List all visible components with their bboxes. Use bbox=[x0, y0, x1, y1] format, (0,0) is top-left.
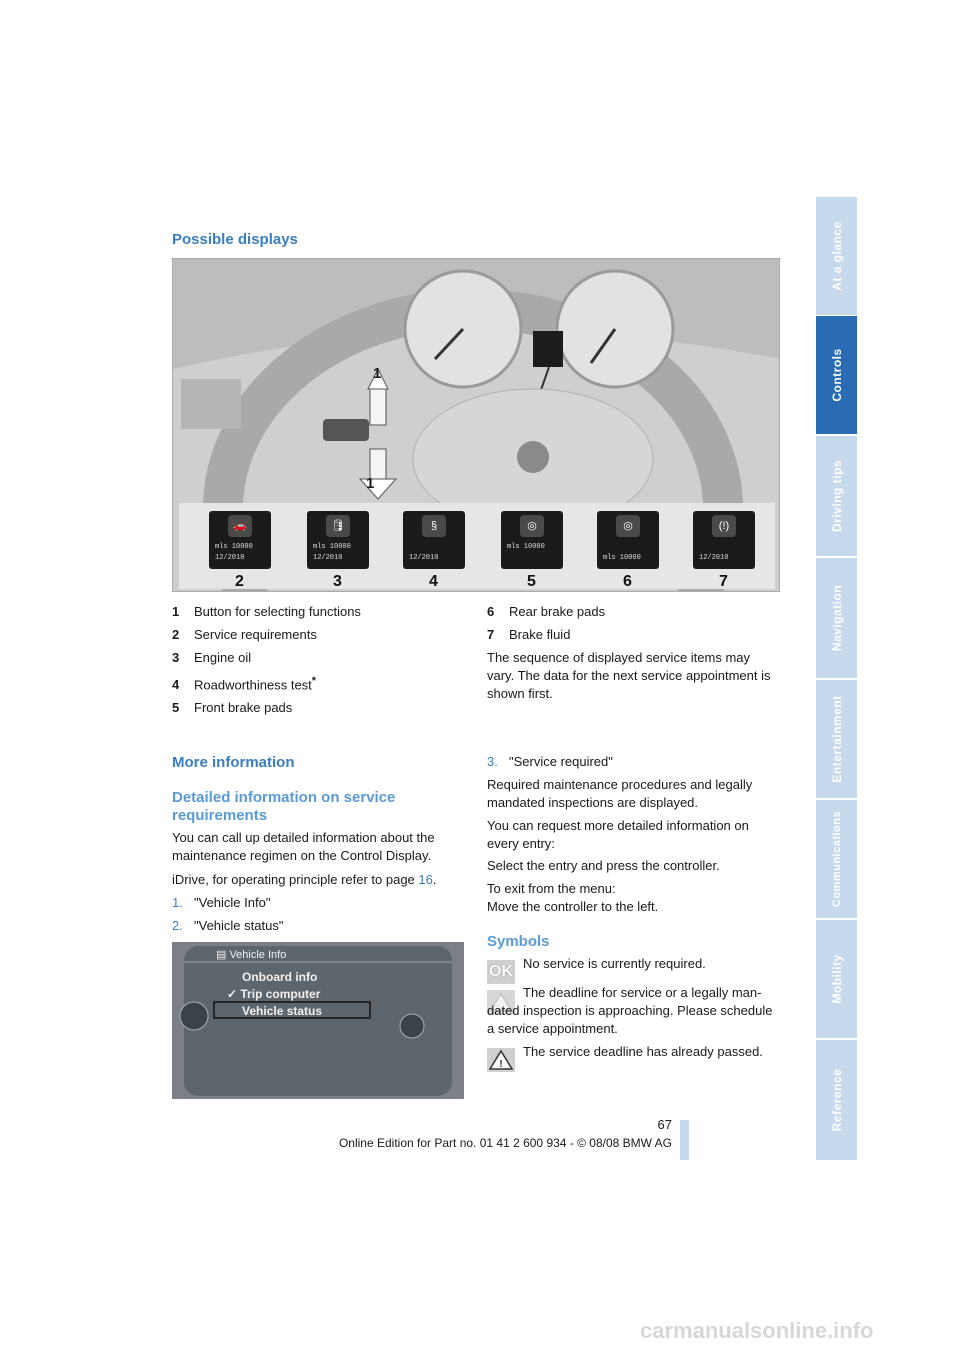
watermark: carmanualsonline.info bbox=[640, 1318, 874, 1343]
legend-item: 3 Engine oil bbox=[172, 650, 252, 665]
legend-item: 4 Roadworthiness test* bbox=[172, 675, 316, 693]
display-panel-service: 🚗 mls 10000 12/2010 bbox=[209, 511, 271, 569]
list-item: 2. "Vehicle status" bbox=[172, 918, 284, 933]
menu-icon: ▤ bbox=[216, 949, 230, 961]
control-display-figure bbox=[172, 942, 464, 1099]
callout-1-bottom: 1 bbox=[366, 475, 375, 492]
tab-driving-tips[interactable]: Driving tips bbox=[816, 436, 857, 556]
tab-communications[interactable]: Communications bbox=[816, 800, 857, 918]
display-panel-brake-fluid: (!) 12/2010 bbox=[693, 511, 755, 569]
ok-icon: OK bbox=[487, 960, 515, 984]
step-list bbox=[172, 894, 464, 935]
svg-text:!: ! bbox=[499, 1059, 503, 1070]
legend-item: 1 Button for selecting functions bbox=[172, 604, 361, 619]
tab-at-a-glance[interactable]: At a glance bbox=[816, 197, 857, 315]
legend-item: 6 Rear brake pads bbox=[487, 604, 606, 619]
para-select-entry: Select the entry and press the controller. bbox=[487, 858, 720, 873]
front-brake-icon: ◎ bbox=[520, 515, 544, 537]
page-link[interactable]: 16 bbox=[418, 872, 433, 887]
screen-title: ▤ Vehicle Info bbox=[216, 949, 287, 961]
paragraph-icon: § bbox=[422, 515, 446, 537]
display-panel-roadworthiness: § 12/2010 bbox=[403, 511, 465, 569]
edition-footer: Online Edition for Part no. 01 41 2 600 934 - © 08/08 BMW AG bbox=[338, 1136, 672, 1150]
menu-item-vehicle-status[interactable]: Vehicle status bbox=[242, 1004, 323, 1018]
display-panel-rear-brakes: ◎ mls 10000 bbox=[597, 511, 659, 569]
figure-legend-right bbox=[487, 603, 779, 703]
para-request-details: You can request more detailed information on every entry: bbox=[487, 818, 749, 851]
checkmark-icon: ✓ bbox=[227, 987, 241, 1001]
asterisk-mark: * bbox=[311, 675, 316, 687]
step-3: 3. "Service required" bbox=[487, 754, 613, 769]
callout-7: 7 bbox=[719, 573, 728, 590]
tab-entertainment[interactable]: Entertainment bbox=[816, 680, 857, 798]
para-required-maintenance: Required maintenance procedures and legally mandated inspections are displayed. bbox=[487, 777, 753, 810]
callout-5: 5 bbox=[527, 573, 536, 590]
callout-2: 2 bbox=[235, 573, 244, 590]
logo-icon bbox=[517, 441, 549, 473]
list-item: 1. "Vehicle Info" bbox=[172, 895, 271, 910]
oil-can-icon: 🛢 bbox=[326, 515, 350, 537]
legend-item: 7 Brake fluid bbox=[487, 627, 571, 642]
page-number: 67 bbox=[657, 1117, 672, 1132]
heading-possible-displays: Possible displays bbox=[172, 231, 298, 248]
para-exit-menu: To exit from the menu: Move the controller to the left. bbox=[487, 881, 659, 914]
service-display-strip bbox=[179, 503, 775, 589]
display-panel-front-brakes: ◎ mls 10000 bbox=[501, 511, 563, 569]
tab-mobility[interactable]: Mobility bbox=[816, 920, 857, 1038]
tab-navigation[interactable]: Navigation bbox=[816, 558, 857, 678]
figure-legend-left bbox=[172, 603, 462, 717]
rear-brake-icon: ◎ bbox=[616, 515, 640, 537]
heading-symbols: Symbols bbox=[487, 933, 550, 950]
callout-4: 4 bbox=[429, 573, 438, 590]
menu-item-trip-computer[interactable]: ✓ Trip computer bbox=[227, 987, 321, 1001]
para-detailed-info: You can call up detailed information about the maintenance regimen on the Control Display. bbox=[172, 830, 435, 863]
legend-note: The sequence of displayed service items may vary. The data for the next service appointment is shown first. bbox=[487, 650, 771, 701]
symbol-ok-text: No service is currently required. bbox=[523, 956, 706, 971]
legend-item: 2 Service requirements bbox=[172, 627, 317, 642]
tab-controls[interactable]: Controls bbox=[816, 316, 857, 434]
instrument-cluster-figure bbox=[172, 258, 780, 592]
warning-triangle-icon bbox=[487, 1048, 515, 1072]
subheading-service-requirements: Detailed information on service requirements bbox=[172, 789, 396, 824]
control-display-frame bbox=[172, 942, 464, 1099]
callout-1-top: 1 bbox=[373, 365, 382, 382]
para-idrive-reference: iDrive, for operating principle refer to page 16. bbox=[172, 872, 437, 887]
legend-item: 5 Front brake pads bbox=[172, 700, 293, 716]
brake-fluid-icon: (!) bbox=[712, 515, 736, 537]
page-marker-bar bbox=[680, 1120, 689, 1160]
display-panel-engine-oil: 🛢 mls 10000 12/2010 bbox=[307, 511, 369, 569]
symbol-deadline-text: The deadline for service or a legally man-dated inspection is approaching. Please schedule a service appointment. bbox=[487, 985, 773, 1036]
car-icon: 🚗 bbox=[228, 515, 252, 537]
callout-3: 3 bbox=[333, 573, 342, 590]
callout-6: 6 bbox=[623, 573, 632, 590]
tab-reference[interactable]: Reference bbox=[816, 1040, 857, 1160]
heading-more-information: More information bbox=[172, 754, 295, 771]
menu-item-onboard-info[interactable]: Onboard info bbox=[242, 970, 318, 984]
symbol-passed-text: The service deadline has already passed. bbox=[523, 1044, 763, 1059]
